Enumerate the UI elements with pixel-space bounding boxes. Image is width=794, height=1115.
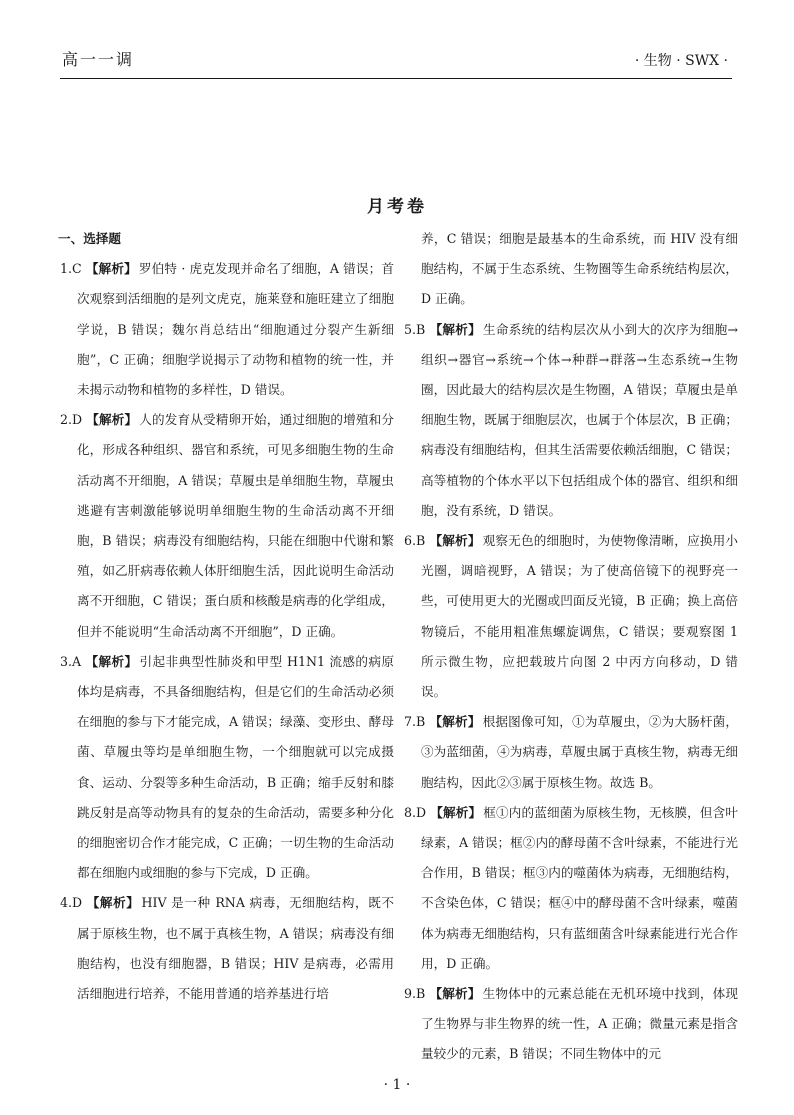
answer-item-1 bbox=[60, 254, 394, 405]
analysis-tag: 【解析】 bbox=[429, 533, 481, 549]
item-text: 罗伯特 · 虎克发现并命名了细胞，A 错误；首次观察到活细胞的是列文虎克，施莱登和施旺建立了细胞学说，B 错误；魏尔肖总结出“细胞通过分裂产生新细胞”，C 正确；细胞学说揭示了动物和植物的统一性，并未揭示动物和植物的多样性，D 错误。 bbox=[77, 261, 394, 398]
item-text: 根据图像可知，①为草履虫，②为大肠杆菌，③为蓝细菌，④为病毒，草履虫属于真核生物，病毒无细胞结构，因此②③属于原核生物。故选 B。 bbox=[421, 714, 739, 790]
item-number: 4.D bbox=[60, 895, 83, 911]
header-right: · 生物 · SWX · bbox=[634, 53, 728, 69]
header-left: 高一一调 bbox=[62, 50, 135, 69]
answer-item-6 bbox=[404, 526, 738, 707]
analysis-tag: 【解析】 bbox=[430, 804, 482, 820]
item-number: 7.B bbox=[404, 714, 426, 730]
right-column bbox=[404, 224, 738, 1070]
analysis-tag: 【解析】 bbox=[86, 895, 140, 911]
item-text: 生命系统的结构层次从小到大的次序为细胞→组织→器官→系统→个体→种群→群落→生态系统→生物圈，因此最大的结构层次是生物圈，A 错误；草履虫是单细胞生物，既属于细胞层次，也属于个体层次，B 正确；病毒没有细胞结构，但其生活需要依赖活细胞，C 错误；高等植物的个体水平以下包括组成个体的器官、组织和细胞，没有系统，D 错误。 bbox=[421, 321, 738, 518]
item-text: HIV 是一种 RNA 病毒，无细胞结构，既不属于原核生物，也不属于真核生物，A 错误；病毒没有细胞结构，也没有细胞器，B 错误；HIV 是病毒，必需用活细胞进行培养，不能用普通的培养基进行培 bbox=[77, 895, 394, 1002]
item-number: 1.C bbox=[60, 261, 82, 277]
answer-item-4 bbox=[60, 888, 394, 1009]
analysis-tag: 【解析】 bbox=[429, 714, 481, 730]
item-text: 引起非典型性肺炎和甲型 H1N1 流感的病原体均是病毒，不具备细胞结构，但是它们的生命活动必须在细胞的参与下才能完成，A 错误；绿藻、变形虫、酵母菌、草履虫等均是单细胞生物，一个细胞就可以完成摄食、运动、分裂等多种生命活动，B 正确；缩手反射和膝跳反射是高等动物具有的复杂的生命活动，需要多种分化的细胞密切合作才能完成，C 正确；一切生物的生命活动都在细胞内或细胞的参与下完成，D 正确。 bbox=[77, 653, 394, 881]
item-number: 5.B bbox=[404, 321, 426, 337]
item-number: 8.D bbox=[404, 804, 427, 820]
item-text: 生物体中的元素总能在无机环境中找到，体现了生物界与非生物界的统一性，A 正确；微量元素是指含量较少的元素，B 错误；不同生物体中的元 bbox=[421, 986, 739, 1062]
page-number: · 1 · bbox=[383, 1077, 411, 1093]
answer-item-4-continued: 养，C 错误；细胞是最基本的生命系统，而 HIV 没有细胞结构，不属于生态系统、生物圈等生命系统结构层次，D 正确。 bbox=[421, 231, 738, 307]
answer-item-5 bbox=[404, 315, 738, 526]
answer-item-7 bbox=[404, 707, 738, 798]
header-divider bbox=[60, 78, 732, 79]
page-title: 月考卷 bbox=[367, 197, 427, 217]
item-number: 9.B bbox=[404, 986, 426, 1002]
answer-item-2 bbox=[60, 405, 394, 647]
analysis-tag: 【解析】 bbox=[429, 986, 481, 1002]
item-text: 观察无色的细胞时，为使物像清晰，应换用小光圈，调暗视野，A 错误；为了使高倍镜下的视野亮一些，可使用更大的光圈或凹面反光镜，B 正确；换上高倍物镜后，不能用粗准焦螺旋调焦，C 错误；要观察图 1 所示微生物，应把载玻片向图 2 中丙方向移动，D 错误。 bbox=[421, 533, 739, 700]
item-text: 框①内的蓝细菌为原核生物，无核膜，但含叶绿素，A 错误；框②内的酵母菌不含叶绿素，不能进行光合作用，B 错误；框③内的噬菌体为病毒，无细胞结构，不含染色体，C 错误；框④中的酵母菌不含叶绿素，噬菌体为病毒无细胞结构，只有蓝细菌含叶绿素能进行光合作用，D 正确。 bbox=[421, 804, 738, 971]
section-heading: 一、选择题 bbox=[58, 231, 121, 246]
left-column bbox=[60, 224, 394, 1009]
answer-item-9 bbox=[404, 979, 738, 1070]
answer-item-8 bbox=[404, 798, 738, 979]
item-number: 3.A bbox=[60, 653, 82, 669]
item-number: 2.D bbox=[60, 412, 83, 428]
analysis-tag: 【解析】 bbox=[85, 261, 137, 277]
item-number: 6.B bbox=[404, 533, 426, 549]
item-text: 人的发育从受精卵开始，通过细胞的增殖和分化，形成各种组织、器官和系统，可见多细胞生物的生命活动离不开细胞，A 错误；草履虫是单细胞生物，草履虫逃避有害刺激能够说明单细胞生物的生命活动离不开细胞，B 错误；病毒没有细胞结构，只能在细胞中代谢和繁殖，如乙肝病毒依赖人体肝细胞生活，因此说明生命活动离不开细胞，C 错误；蛋白质和核酸是病毒的化学组成，但并不能说明“生命活动离不开细胞”，D 正确。 bbox=[77, 412, 394, 639]
answer-item-3 bbox=[60, 647, 394, 889]
analysis-tag: 【解析】 bbox=[429, 321, 482, 337]
analysis-tag: 【解析】 bbox=[85, 653, 138, 669]
analysis-tag: 【解析】 bbox=[86, 412, 138, 428]
